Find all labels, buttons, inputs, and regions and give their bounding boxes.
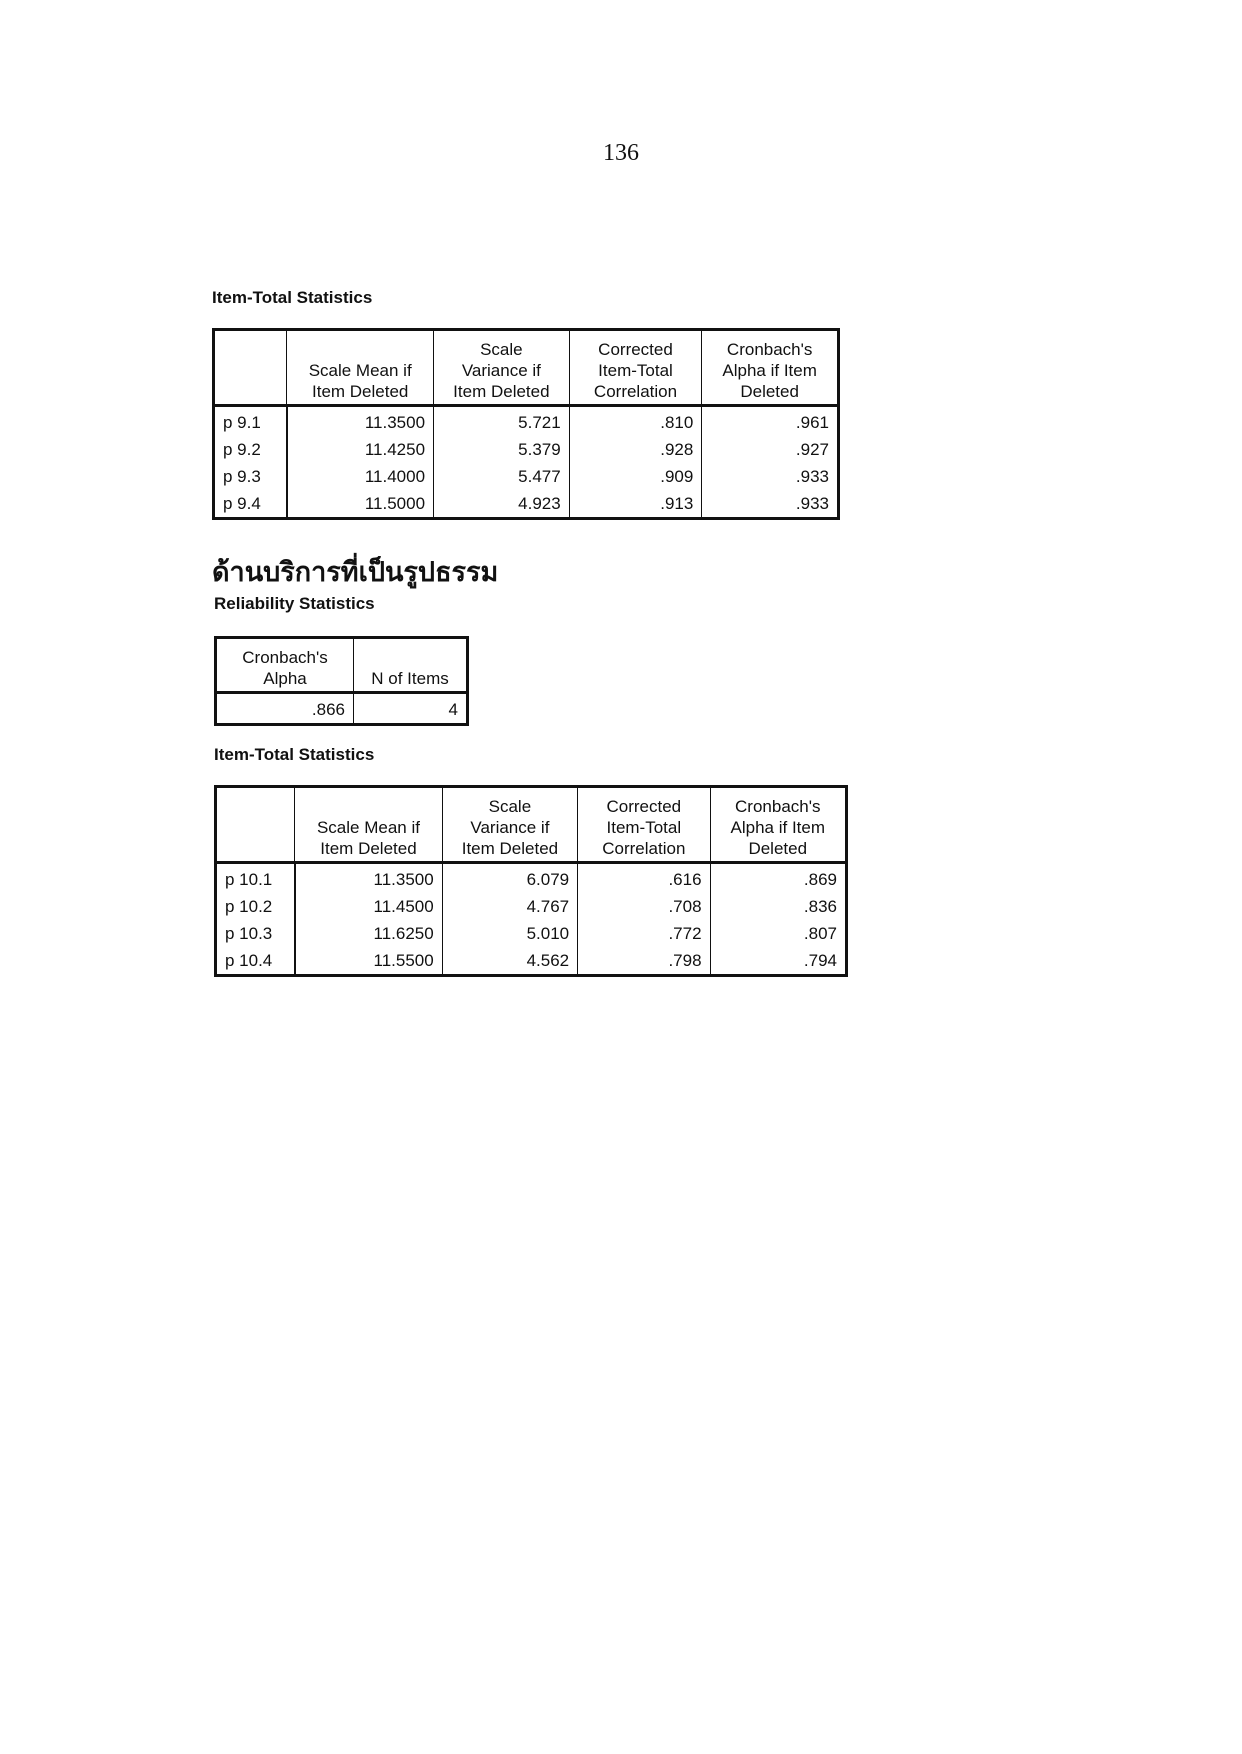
table-row xyxy=(214,463,839,490)
reliability-caption: Reliability Statistics xyxy=(214,594,375,613)
table-cell: 5.721 xyxy=(434,406,570,437)
table-cell: 11.4500 xyxy=(295,893,442,920)
table-cell: .961 xyxy=(702,406,839,437)
table-row xyxy=(214,490,839,519)
table-cell: .933 xyxy=(702,490,839,519)
page-number: 136 xyxy=(603,140,639,166)
item-total-statistics-table-1 xyxy=(212,328,840,520)
header-cell: Scale Mean if Item Deleted xyxy=(295,787,442,863)
table-row xyxy=(216,693,468,725)
table-cell: .807 xyxy=(710,920,846,947)
table-cell: 6.079 xyxy=(442,863,577,894)
table-cell: 4 xyxy=(354,693,468,725)
header-cell xyxy=(214,330,287,406)
table-cell: .913 xyxy=(569,490,702,519)
table-cell: 4.923 xyxy=(434,490,570,519)
table-cell: 5.379 xyxy=(434,436,570,463)
table-cell: 5.010 xyxy=(442,920,577,947)
table-cell: .798 xyxy=(578,947,710,976)
header-cell xyxy=(216,787,295,863)
header-cell: Cronbach's Alpha if Item Deleted xyxy=(702,330,839,406)
table-header-row xyxy=(216,638,468,693)
table-cell: 11.6250 xyxy=(295,920,442,947)
table-row xyxy=(216,893,847,920)
item-total-statistics-table-2 xyxy=(214,785,848,977)
table-cell: 11.3500 xyxy=(295,863,442,894)
header-cell: Corrected Item-Total Correlation xyxy=(578,787,710,863)
row-label: p 9.3 xyxy=(214,463,287,490)
table-cell: 11.3500 xyxy=(287,406,434,437)
table-header-row xyxy=(214,330,839,406)
table-cell: .866 xyxy=(311,700,345,719)
row-label: p 10.4 xyxy=(216,947,295,976)
table-cell: 11.4250 xyxy=(287,436,434,463)
table-cell: 11.5500 xyxy=(295,947,442,976)
table-cell: .772 xyxy=(578,920,710,947)
table-cell: 5.477 xyxy=(434,463,570,490)
row-label: p 9.1 xyxy=(214,406,287,437)
section-heading: ด้านบริการที่เป็นรูปธรรม xyxy=(212,557,499,588)
table-cell: .927 xyxy=(702,436,839,463)
row-label: p 10.1 xyxy=(216,863,295,894)
header-cell: Cronbach's Alpha if Item Deleted xyxy=(710,787,846,863)
table-cell: .616 xyxy=(578,863,710,894)
row-label: p 9.2 xyxy=(214,436,287,463)
table-cell: .928 xyxy=(569,436,702,463)
table-cell: .810 xyxy=(569,406,702,437)
row-label: p 10.2 xyxy=(216,893,295,920)
table-cell: .836 xyxy=(710,893,846,920)
table-cell: .933 xyxy=(702,463,839,490)
table1-caption: Item-Total Statistics xyxy=(212,288,373,307)
table-cell: .708 xyxy=(578,893,710,920)
table-cell: .869 xyxy=(710,863,846,894)
row-label: p 10.3 xyxy=(216,920,295,947)
reliability-statistics-table xyxy=(214,636,469,726)
table-row xyxy=(214,436,839,463)
table-row xyxy=(214,406,839,437)
table-cell: 11.4000 xyxy=(287,463,434,490)
table-header-row xyxy=(216,787,847,863)
table-cell: 4.562 xyxy=(442,947,577,976)
table2-caption: Item-Total Statistics xyxy=(214,745,375,764)
header-cell: Scale Variance if Item Deleted xyxy=(434,330,570,406)
table-row xyxy=(216,920,847,947)
header-cell: Scale Variance if Item Deleted xyxy=(442,787,577,863)
header-cell: Corrected Item-Total Correlation xyxy=(569,330,702,406)
table-cell: 4.767 xyxy=(442,893,577,920)
table-cell: .909 xyxy=(569,463,702,490)
row-label: p 9.4 xyxy=(214,490,287,519)
header-cell: N of Items xyxy=(354,638,468,693)
table-row xyxy=(216,863,847,894)
header-cell: Scale Mean if Item Deleted xyxy=(287,330,434,406)
header-cell: Cronbach's Alpha xyxy=(216,638,354,693)
table-row xyxy=(216,947,847,976)
table-cell: 11.5000 xyxy=(287,490,434,519)
table-cell: .794 xyxy=(710,947,846,976)
